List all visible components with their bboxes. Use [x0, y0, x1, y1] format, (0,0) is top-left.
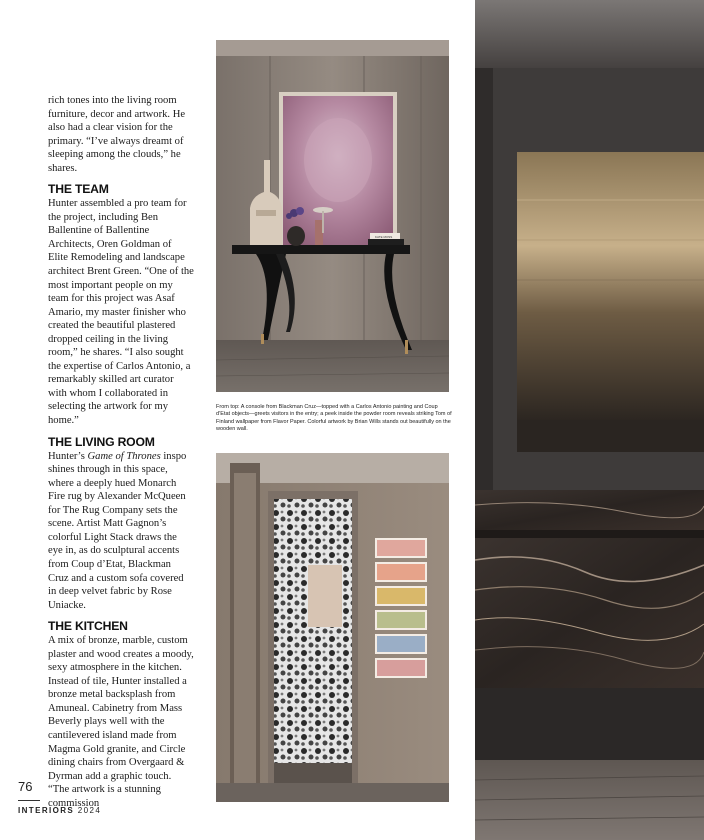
powder-room-illustration: [216, 453, 449, 802]
powder-room-photo: [216, 453, 449, 802]
article-column: [48, 94, 194, 810]
entry-console-photo: [216, 40, 449, 392]
intro-paragraph: rich tones into the living room furniture, decor and artwork. He also had a clear vision for the primary. “I’ve always dreamt of sleeping among the clouds,” he shares.: [48, 95, 186, 174]
heading-the-team: THE TEAM: [48, 182, 109, 197]
kitchen-paragraph: A mix of bronze, marble, custom plaster and wood creates a moody, sexy atmosphere in the kitchen. Instead of tile, Hunter installed a bronze metal backsplash from Amuneal. Cabinetry from Mass Beverly plays well with the cantilevered island made from Magma Gold granite, and Circle dining chairs from Overgaard & Dyrman add a graphic touch. “The artwork is a stunning commission: [48, 635, 194, 809]
show-title: Game of Thrones: [87, 450, 161, 462]
kitchen-illustration: [475, 0, 704, 840]
living-room-text-b: inspo shines through in this space, where a deeply hued Monarch Fire rug by Alexander McQueen for The Rug Company sets the scene. Artist Matt Gagnon’s colorful Light Stack draws the eye in, as do sculptural accents from Coup d’Etat, Blackman Cruz and a custom sofa covered in deep velvet fabric by Rose Uniacke.: [48, 450, 187, 611]
book-spine-text: KATE MOSS: [375, 235, 393, 239]
entry-console-illustration: [216, 40, 449, 392]
living-room-paragraph: [48, 450, 194, 613]
publication-footer: [18, 806, 101, 815]
kitchen-photo: [475, 0, 704, 840]
heading-the-kitchen: THE KITCHEN: [48, 619, 128, 634]
publication-name: INTERIORS: [18, 806, 75, 815]
publication-year: 2024: [77, 806, 102, 815]
living-room-text-a: Hunter’s: [48, 450, 88, 462]
footer-rule: [18, 800, 40, 801]
heading-the-living-room: THE LIVING ROOM: [48, 434, 155, 449]
team-paragraph: Hunter assembled a pro team for the project, including Ben Ballentine of Ballentine Architects, Oren Goldman of Elite Remodeling and landscape architect Brent Green. “One of the most important people on my team for this project was Asaf Amario, my master finisher who created the beautiful plastered dropped ceiling in the living room,” he shares. “I also sought the expertise of Carlos Antonio, a remarkably skilled art curator with whom I collaborated in selecting the artwork for my home.”: [48, 198, 194, 427]
photo-caption: From top: A console from Blackman Cruz—topped with a Carlos Antonio painting and Coup d’Etat objects—greets visitors in the entry; a peek inside the powder room reveals striking Tom of Finland wallpaper from Flavor Paper. Colorful artwork by Brian Wills stands out beautifully on the wooden wall.: [216, 404, 452, 432]
page-number: 76: [18, 779, 33, 794]
